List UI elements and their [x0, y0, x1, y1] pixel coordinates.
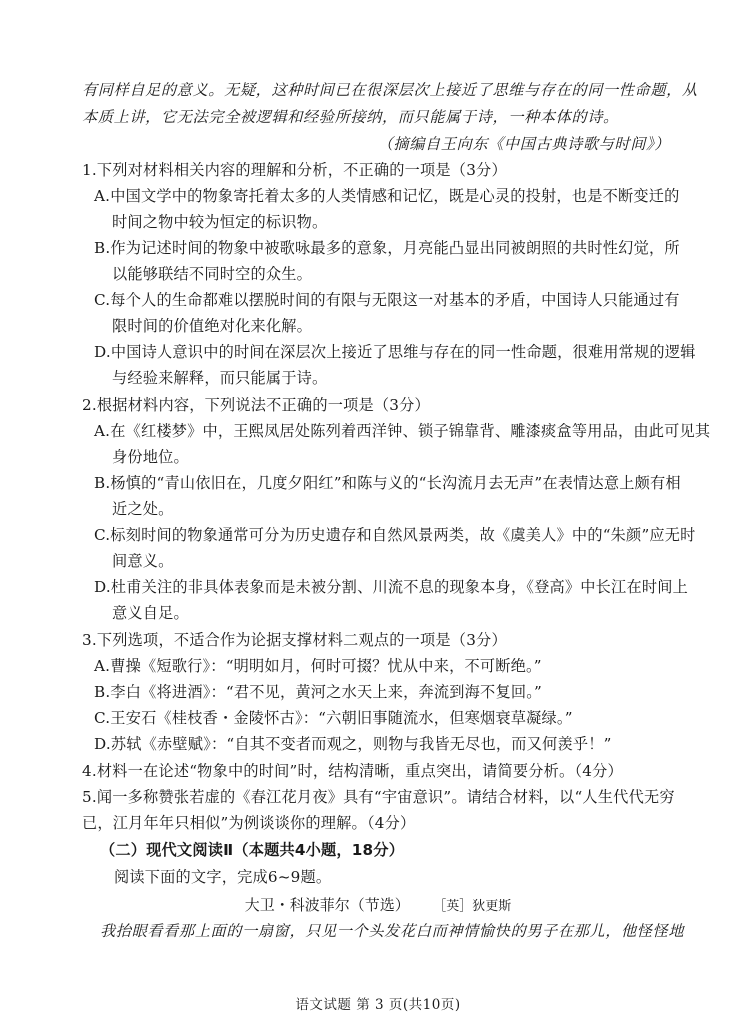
section-2-instruction: 阅读下面的文字，完成6~9题。 [114, 868, 332, 886]
intro-source: （摘编自王向东《中国古典诗歌与时间》） [377, 135, 670, 153]
question-5-line-2: 已，江月年年只相似”为例谈谈你的理解。（4分） [82, 814, 416, 832]
section-2-heading: （二）现代文阅读Ⅱ（本题共4小题，18分） [100, 841, 405, 859]
question-2-option-d-line-1: D.杜甫关注的非具体表象而是未被分割、川流不息的现象本身，《登高》中长江在时间上 [94, 578, 688, 596]
question-2-stem: 2.根据材料内容，下列说法不正确的一项是（3分） [82, 396, 430, 414]
question-1-option-a-line-1: A.中国文学中的物象寄托着太多的人类情感和记忆，既是心灵的投射，也是不断变迁的 [94, 187, 680, 205]
question-2-option-c-line-2: 间意义。 [112, 552, 174, 570]
passage-title: 大卫・科波菲尔（节选） [244, 896, 410, 914]
question-1-stem: 1.下列对材料相关内容的理解和分析，不正确的一项是（3分） [82, 161, 507, 179]
question-5-line-1: 5.闻一多称赞张若虚的《春江花月夜》具有“宇宙意识”。请结合材料，以“人生代代无穷 [82, 788, 675, 806]
question-1-option-b-line-1: B.作为记述时间的物象中被歌咏最多的意象，月亮能凸显出同被朗照的共时性幻觉，所 [94, 239, 680, 257]
passage-first-line: 我抬眼看看那上面的一扇窗，只见一个头发花白而神情愉快的男子在那儿，他怪怪地 [100, 922, 685, 940]
question-1-option-d-line-2: 与经验来解释，而只能属于诗。 [112, 369, 328, 387]
intro-line-2: 本质上讲，它无法完全被逻辑和经验所接纳，而只能属于诗，一种本体的诗。 [82, 108, 619, 126]
question-1-option-b-line-2: 以能够联结不同时空的众生。 [112, 265, 313, 283]
page-footer: 语文试题 第 3 页(共10页) [295, 997, 461, 1013]
question-3-option-d: D.苏轼《赤壁赋》：“自其不变者而观之，则物与我皆无尽也，而又何羡乎！” [94, 735, 612, 753]
question-4-stem: 4.材料一在论述“物象中的时间”时，结构清晰，重点突出，请简要分析。（4分） [82, 762, 623, 780]
question-1-option-a-line-2: 时间之物中较为恒定的标识物。 [112, 213, 328, 231]
question-2-option-b-line-1: B.杨慎的“青山依旧在，几度夕阳红”和陈与义的“长沟流月去无声”在表情达意上颇有相 [94, 474, 681, 492]
question-1-option-c-line-2: 限时间的价值绝对化来化解。 [112, 317, 313, 335]
question-2-option-a-line-2: 身份地位。 [112, 448, 189, 466]
question-1-option-c-line-1: C.每个人的生命都难以摆脱时间的有限与无限这一对基本的矛盾，中国诗人只能通过有 [94, 291, 680, 309]
question-1-option-d-line-1: D.中国诗人意识中的时间在深层次上接近了思维与存在的同一性命题，很难用常规的逻辑 [94, 343, 696, 361]
question-3-option-a: A.曹操《短歌行》：“明明如月，何时可掇？忧从中来，不可断绝。” [94, 657, 542, 675]
question-3-option-b: B.李白《将进酒》：“君不见，黄河之水天上来，奔流到海不复回。” [94, 683, 542, 701]
question-3-stem: 3.下列选项，不适合作为论据支撑材料二观点的一项是（3分） [82, 631, 507, 649]
passage-author: ［英］狄更斯 [433, 899, 512, 914]
intro-line-1: 有同样自足的意义。无疑，这种时间已在很深层次上接近了思维与存在的同一性命题，从 [82, 81, 698, 99]
question-2-option-a-line-1: A.在《红楼梦》中，王熙凤居处陈列着西洋钟、锁子锦靠背、雕漆痰盒等用品，由此可见其 [94, 422, 711, 440]
question-3-option-c: C.王安石《桂枝香・金陵怀古》：“六朝旧事随流水，但寒烟衰草凝绿。” [94, 709, 573, 727]
question-2-option-c-line-1: C.标刻时间的物象通常可分为历史遗存和自然风景两类，故《虞美人》中的“朱颜”应无时 [94, 526, 696, 544]
question-2-option-b-line-2: 近之处。 [112, 500, 174, 518]
question-2-option-d-line-2: 意义自足。 [112, 604, 189, 622]
passage-title-row [0, 894, 756, 915]
